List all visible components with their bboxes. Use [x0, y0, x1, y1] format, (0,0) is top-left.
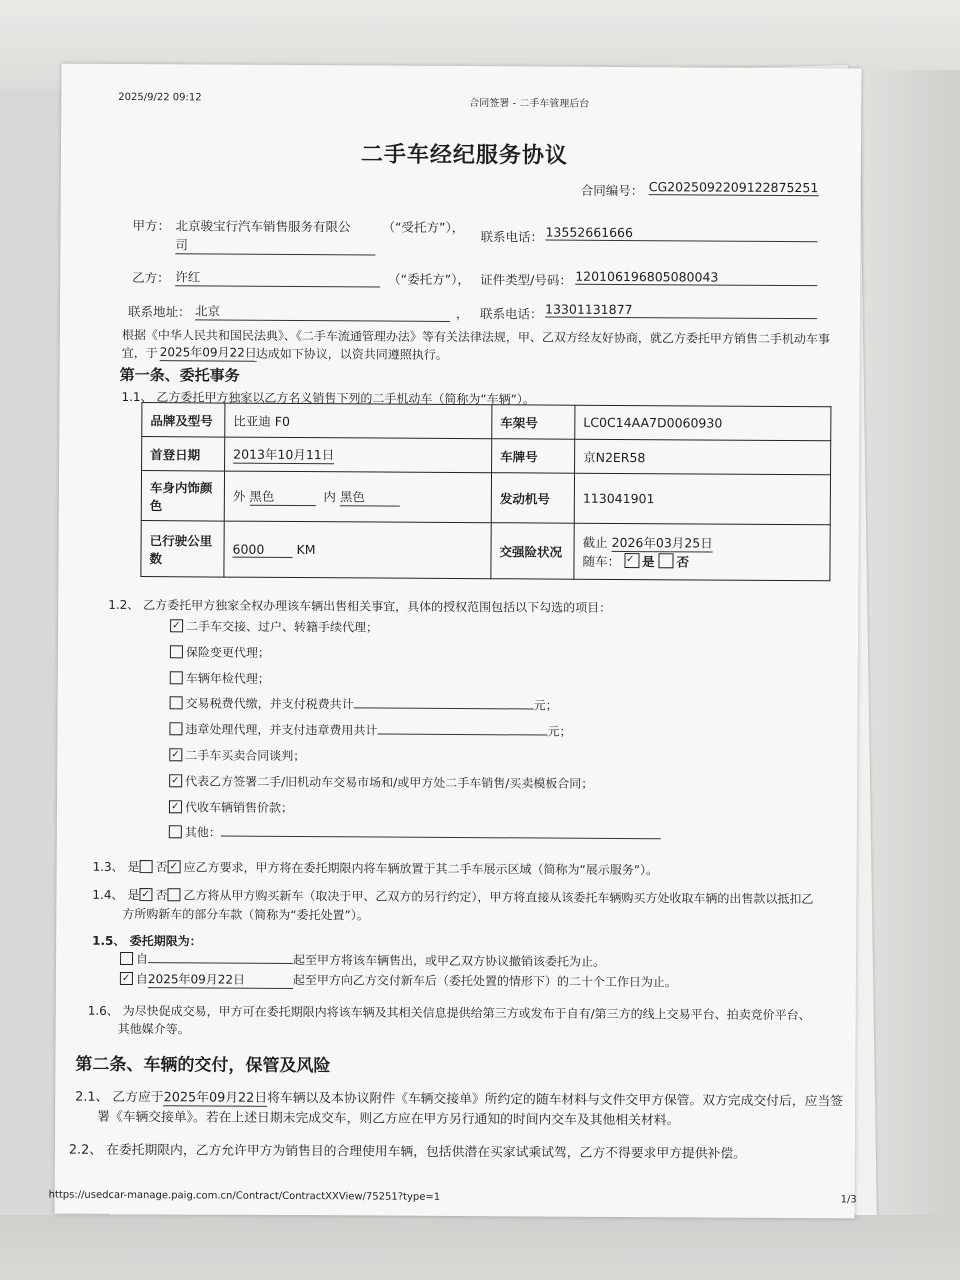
int-color-label: 内	[323, 489, 336, 505]
option-text: 代表乙方签署二手/旧机动车交易市场和/或甲方处二手车销售/买卖模板合同；	[185, 774, 594, 791]
option-checkbox[interactable]	[169, 748, 182, 761]
party-b-addr-label: 联系地址：	[127, 303, 191, 320]
tax-amount-blank[interactable]	[354, 696, 534, 710]
option-text: 二手车买卖合同谈判；	[185, 748, 306, 764]
km-label-line1: 已行驶公里	[149, 532, 213, 548]
term-option1-text: 起至甲方将该车辆售出，或甲乙双方协议撤销该委托为止。	[293, 952, 606, 969]
term-option2-checkbox[interactable]	[120, 972, 133, 985]
option-row	[169, 743, 661, 772]
clause-1-5-title: 1.5、 委托期限为：	[92, 933, 202, 949]
color-label	[141, 471, 224, 522]
intro-line2-pre: 宜，于	[121, 345, 158, 361]
insurance-yes-label: 是	[641, 554, 655, 570]
option-text: 保险变更代理；	[185, 645, 270, 660]
clause-2-1-text: 将车辆以及本协议附件《车辆交接单》所约定的随车材料与文件交甲方保管。双方完成交付后，应当签	[267, 1090, 844, 1110]
color-cell	[224, 471, 491, 523]
option-row	[169, 717, 661, 746]
term-option2-text: 起至甲方向乙方交付新车后（委托处置的情形下）的二十个工作日为止。	[292, 972, 677, 990]
engine-value: 113041901	[574, 473, 830, 525]
intro-date: 2025年09月22日	[159, 345, 257, 360]
color-label-line1: 车身内饰颜	[149, 479, 213, 495]
clause-2-1-date: 2025年09月22日	[164, 1086, 268, 1107]
plate-label: 车牌号	[492, 439, 575, 474]
term-option1-pre: 自	[136, 952, 149, 967]
km-value: 6000	[233, 541, 293, 557]
clause-1-4-no-checkbox[interactable]	[167, 888, 180, 901]
ext-color-label: 外	[232, 488, 246, 504]
page-title: 二手车经纪服务协议	[360, 142, 569, 169]
vin-label: 车架号	[492, 405, 575, 440]
party-b-phone-label: 联系电话：	[479, 306, 543, 322]
insurance-no-label: 否	[676, 554, 690, 570]
term-option1-checkbox[interactable]	[120, 952, 133, 965]
print-header-title: 合同签署 - 二手车管理后台	[469, 98, 590, 110]
print-datetime: 2025/9/22 09:12	[118, 91, 202, 104]
contract-no: CG2025092209122875251	[648, 179, 819, 196]
clause-1-1: 1.1、 乙方委托甲方独家以乙方名义销售下列的二手机动车（简称为“车辆”）。	[121, 389, 535, 407]
option-text: 代收车辆销售价款；	[184, 799, 294, 815]
page-number: 1/3	[840, 1194, 857, 1206]
reg-date-cell	[225, 437, 492, 473]
option-row	[170, 692, 662, 721]
option-suffix: 元；	[533, 698, 558, 714]
term-option2-date: 2025年09月22日	[148, 970, 293, 989]
reg-date-label: 首登日期	[142, 437, 225, 472]
insurance-cell	[574, 523, 830, 581]
option-text: 交易税费代缴，并支付税费共计	[185, 696, 354, 712]
party-b-id: 120106196805080043	[575, 269, 817, 286]
clause-1-4-cont: 方所购新车的部分车款（简称为“委托处置”）。	[122, 906, 369, 923]
vehicle-table	[140, 402, 831, 581]
print-url: https://usedcar-manage.paig.com.cn/Contract/ContractXXView/75251?type=1	[48, 1189, 441, 1203]
background-bottom	[0, 1215, 960, 1280]
clause-1-3	[93, 858, 658, 878]
party-a-label: 甲方：	[132, 218, 171, 234]
reg-date-value: 2013年10月11日	[233, 446, 335, 463]
clause-2-1-cont: 署《车辆交接单》。若在上述日期未完成交车，则乙方应在甲方另行通知的时间内交车及其他相关材料。	[97, 1109, 680, 1129]
option-text: 违章处理代理，并支付违章费用共计	[185, 722, 378, 738]
clause-1-3-text: 应乙方要求，甲方将在委托期限内将车辆放置于其二手车展示区域（简称为“展示服务”）。	[183, 860, 659, 878]
party-a-name-cont: 司	[175, 235, 375, 255]
contract-page	[48, 64, 861, 1219]
insurance-yes-checkbox[interactable]	[624, 553, 639, 568]
term-option1-blank[interactable]	[148, 950, 293, 964]
option-text: 车辆年检代理；	[185, 670, 270, 686]
option-checkbox[interactable]	[169, 826, 182, 839]
clause-2-2: 2.2、 在委托期限内，乙方允许甲方为销售目的合理使用车辆，包括供潜在买家试乘试驾，乙方不得要求甲方提供补偿。	[68, 1142, 746, 1162]
km-unit: KM	[296, 541, 316, 557]
other-blank[interactable]	[221, 824, 661, 840]
clause-1-6: 1.6、 为尽快促成交易，甲方可在委托期限内将该车辆及其相关信息提供给第三方或发布于自有/第三方的线上交易平台、拍卖竞价平台、	[87, 1003, 811, 1023]
color-label-line2: 色	[149, 497, 163, 513]
insurance-follow-label: 随车：	[582, 553, 621, 569]
party-a-role: （“受托方”），	[382, 219, 465, 236]
party-a-name: 北京骏宝行汽车销售服务有限公	[175, 218, 351, 235]
section1-title: 第一条、委托事务	[119, 365, 240, 385]
option-row	[170, 666, 662, 695]
option-checkbox[interactable]	[170, 697, 183, 710]
option-suffix: 元；	[547, 724, 572, 739]
option-checkbox[interactable]	[169, 722, 182, 735]
plate-value: 京N2ER58	[575, 439, 831, 475]
clause-1-4-no: 否	[155, 888, 168, 903]
option-row	[169, 795, 661, 824]
option-row	[170, 614, 662, 643]
clause-1-3-yes: 1.3、 是	[92, 859, 140, 875]
insurance-until-label: 截止	[582, 534, 608, 550]
clause-1-3-no: 否	[155, 860, 168, 875]
option-text: 其他：	[184, 825, 221, 840]
int-color-value: 黑色	[340, 487, 400, 506]
brand-label: 品牌及型号	[142, 403, 225, 438]
party-b-addr-comma: ，	[455, 305, 469, 322]
violation-amount-blank[interactable]	[377, 722, 547, 736]
insurance-no-checkbox[interactable]	[658, 553, 673, 568]
option-text: 二手车交接、过户、转籍手续代理；	[186, 619, 379, 635]
party-b-label: 乙方：	[132, 270, 170, 286]
party-b-name: 许红	[175, 267, 380, 287]
vin-value: LC0C14AA7D0060930	[575, 405, 831, 441]
brand-value: 比亚迪 F0	[225, 403, 492, 439]
clause-1-6-cont: 其他媒介等。	[117, 1021, 190, 1037]
ext-color-value: 黑色	[249, 487, 315, 506]
option-checkbox[interactable]	[170, 645, 183, 658]
party-b-phone: 13301131877	[545, 302, 817, 320]
party-a-phone: 13552661666	[545, 225, 817, 243]
clause-1-4-text: 乙方将从甲方购买新车（取决于甲、乙双方的另行约定），甲方将直接从该委托车辆购买方处收取车辆的出售款以抵扣乙	[183, 888, 814, 907]
term-option2-pre: 自	[135, 972, 148, 987]
option-checkbox[interactable]	[170, 619, 183, 632]
insurance-date: 2026年03月25日	[611, 534, 713, 551]
contract-no-label: 合同编号：	[580, 182, 644, 199]
clause-1-3-no-checkbox[interactable]	[167, 860, 180, 873]
option-row	[169, 821, 661, 850]
option-row	[170, 640, 662, 669]
authorization-options	[169, 614, 662, 849]
option-checkbox[interactable]	[169, 800, 182, 813]
option-row	[169, 769, 661, 798]
section2-title: 第二条、车辆的交付，保管及风险	[75, 1054, 331, 1077]
insurance-label: 交强险状况	[491, 523, 574, 580]
km-label-line2: 数	[149, 550, 163, 566]
option-checkbox[interactable]	[170, 671, 183, 684]
option-checkbox[interactable]	[169, 774, 182, 787]
party-b-id-label: 证件类型/号码：	[480, 272, 572, 288]
engine-label: 发动机号	[491, 473, 574, 524]
clause-1-5-row1	[120, 950, 605, 970]
clause-1-4-yes-checkbox[interactable]	[139, 888, 152, 901]
clause-1-4-yes: 1.4、 是	[92, 887, 140, 903]
intro-line1: 根据《中华人民共和国民法典》、《二手车流通管理办法》等有关法律法规，甲、乙双方经友好协商，就乙方委托甲方销售二手机动车事	[121, 327, 830, 347]
km-label	[141, 521, 224, 578]
clause-2-1-pre: 2.1、 乙方应于	[75, 1089, 164, 1106]
clause-1-2: 1.2、 乙方委托甲方独家全权办理该车辆出售相关事宜，具体的授权范围包括以下勾选的项目：	[108, 597, 612, 615]
party-b-role: （“委托方”），	[388, 271, 470, 288]
party-b-addr: 北京	[195, 301, 450, 322]
intro-line2-post: 达成如下协议，以资共同遵照执行。	[255, 346, 448, 362]
clause-1-3-yes-checkbox[interactable]	[139, 860, 152, 873]
party-a-phone-label: 联系电话：	[480, 229, 544, 245]
clause-1-4	[92, 886, 813, 907]
km-cell	[224, 521, 491, 579]
clause-1-5-row2	[120, 970, 677, 991]
